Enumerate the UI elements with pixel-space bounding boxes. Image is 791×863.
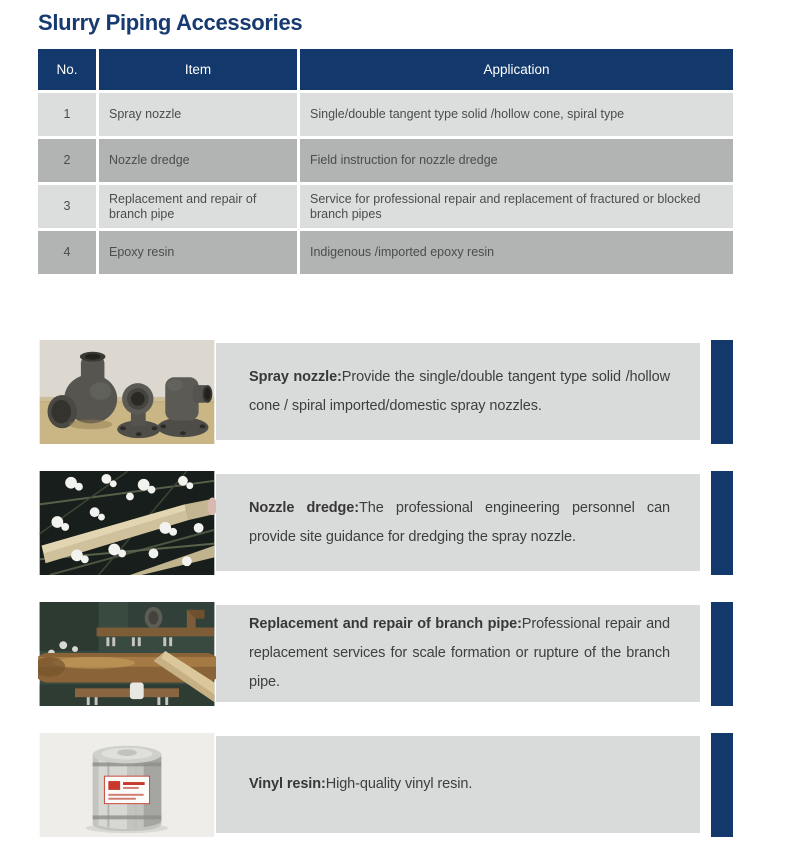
card-label: Vinyl resin: <box>249 776 326 792</box>
spray-nozzles-photo <box>38 340 216 444</box>
accent-bar <box>711 340 733 444</box>
card-body-text: High-quality vinyl resin. <box>325 776 473 792</box>
accent-bar <box>711 471 733 575</box>
table-row-4-item: Epoxy resin <box>99 231 297 274</box>
page-title: Slurry Piping Accessories <box>38 10 303 35</box>
card-body-text: The professional engineering personnel can provide site guidance for dredging the spray nozzle. <box>249 499 670 545</box>
card-text-nozzle-dredge <box>216 474 700 571</box>
card-description <box>249 770 670 799</box>
card-text-vinyl-resin <box>216 736 700 833</box>
card-nozzle-dredge <box>38 471 733 575</box>
card-branch-pipe <box>38 602 733 706</box>
accent-bar <box>711 733 733 837</box>
table-row-2-item: Nozzle dredge <box>99 139 297 182</box>
card-description <box>249 610 670 697</box>
table-header-no: No. <box>38 49 96 90</box>
branch-pipe-photo <box>38 602 216 706</box>
nozzle-dredge-photo <box>38 471 216 575</box>
accent-bar <box>711 602 733 706</box>
table-row-3-no: 3 <box>38 185 96 228</box>
table-row-3-application: Service for professional repair and replacement of fractured or blocked branch pipes <box>300 185 733 228</box>
card-text-spray-nozzle <box>216 343 700 440</box>
card-text-branch-pipe <box>216 605 700 702</box>
table-row-2-application: Field instruction for nozzle dredge <box>300 139 733 182</box>
card-body-text: Professional repair and replacement services for scale formation or rupture of the branch pipe. <box>249 616 670 690</box>
table-row-3-item: Replacement and repair of branch pipe <box>99 185 297 228</box>
table-header-application: Application <box>300 49 733 90</box>
card-label: Replacement and repair of branch pipe: <box>249 616 522 632</box>
card-vinyl-resin <box>38 733 733 837</box>
table-row-1-application: Single/double tangent type solid /hollow cone, spiral type <box>300 93 733 136</box>
table-row-4-no: 4 <box>38 231 96 274</box>
product-cards <box>38 340 733 837</box>
vinyl-resin-drum-photo <box>38 733 216 837</box>
table-row-1-no: 1 <box>38 93 96 136</box>
table-row-2-no: 2 <box>38 139 96 182</box>
card-body-text: Provide the single/double tangent type solid /hollow cone / spiral imported/domestic spray nozzles. <box>249 368 670 414</box>
card-description <box>249 363 670 421</box>
table-row-1-item: Spray nozzle <box>99 93 297 136</box>
card-label: Spray nozzle: <box>249 368 342 385</box>
card-description <box>249 494 670 552</box>
table-row-4-application: Indigenous /imported epoxy resin <box>300 231 733 274</box>
card-label: Nozzle dredge: <box>249 499 359 516</box>
accessories-table <box>38 49 733 274</box>
card-spray-nozzle <box>38 340 733 444</box>
table-header-item: Item <box>99 49 297 90</box>
